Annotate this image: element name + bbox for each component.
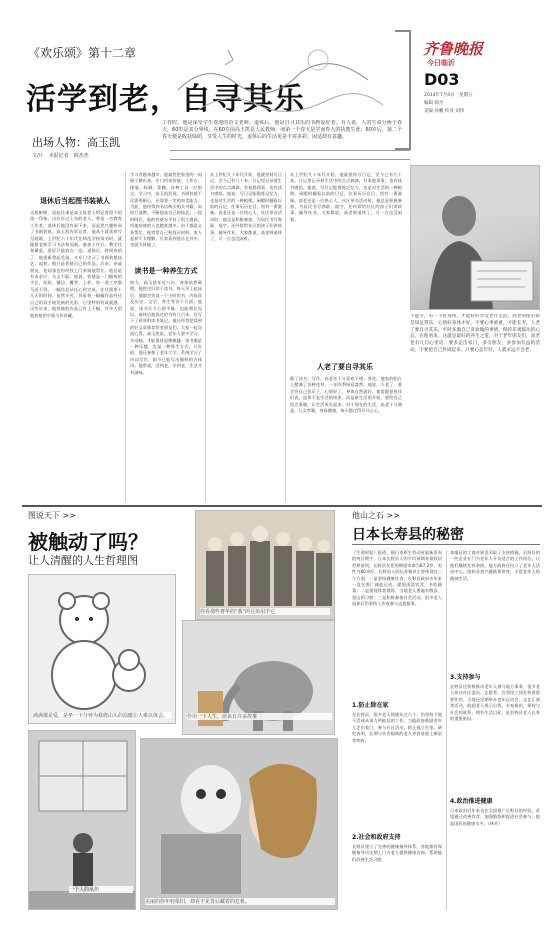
portrait-photo bbox=[410, 165, 540, 310]
article-column: 《生命时报》报道，据日本厚生劳动省最新发布的统计数字，日本长野县人的平均预期寿命跃居世界前列，长野县女性的期望寿命为87.2岁，男性为80.9岁。长野县人的长寿秘诀主要体现在三个方面：一是坚持健康饮食，长野县政府多年来一直在推广减盐运动，提倡清淡饮食，多吃蔬菜；二是重视体育锻炼，当地老人普遍有散步、登山的习惯；三是积极参加社会活动，很多老人退休后仍坚持工作或参与志愿服务。 bbox=[352, 550, 442, 607]
article-column: 日本政府近年来也在全国推广长野县的经验，希望通过改善饮食、加强锻炼和促进社会参与，提高国民的健康水平。（林芳） bbox=[450, 808, 540, 826]
right-title: 日本长寿县的秘密 bbox=[352, 527, 464, 543]
article-column: 文质彬彬，说起往事是高玉凯老人给记者留下的第一印象。这位年过七旬的老人，曾是一名教育工作者，退休后他没有闲下来，而是把兴趣转向了书画装裱。高玉凯告诉记者，他从小就喜欢写写画画，上世纪六十年代在师范学校读书时，就跟着老师学习书法和国画。参加工作后，教学任务繁重，爱好只能放在一边。退休后，时间充裕了，他重新拿起毛笔，又专门学习了书画装裱技艺。起初，他只是装裱自己的作品，后来，亲戚朋友、老同事也纷纷找上门来请他帮忙。他总是有求必应，分文不取。他说，装裱是一门细致的手艺，托纸、镶边、覆背、上杆，每一道工序都马虎不得。一幅作品从托心到完成，往往需要十几天的时间。虽然辛苦，但看着一幅幅作品经过自己的双手焕发新的光彩，心里特别有成就感。这些年来，他装裱的作品已有上千幅，许多人把他装裱的字画当作珍藏。 bbox=[30, 210, 122, 318]
left-subtitle: 让人清醒的人生哲理图 bbox=[28, 554, 138, 567]
image-caption: 一个人的承担 bbox=[69, 886, 133, 893]
section-heading: 读书是一种养生方式 bbox=[134, 267, 198, 275]
date-line: 2014年7月4日 星期五 bbox=[424, 93, 473, 98]
illustration-window bbox=[28, 730, 136, 910]
column-rule bbox=[446, 550, 447, 910]
image-caption: 美丽的你年轻依旧，却看不见背后藏着的危机。 bbox=[145, 898, 335, 905]
ink-painting-image bbox=[168, 30, 393, 125]
section-heading: 人老了要自寻其乐 bbox=[317, 363, 373, 371]
section-heading: 4.政治推进健康 bbox=[450, 798, 493, 805]
left-title: 被触动了吗？ bbox=[28, 530, 148, 554]
image-caption: 你看那些奢华的“我”的兄弟用手它 bbox=[200, 608, 330, 615]
person-label: 出场人物：高玉凯 bbox=[32, 136, 120, 149]
article-column: 效地区的工商业界也采取了支持措施。长野县的一些企业专门为老年人开设适合的工作岗位，让他们继续发挥余热。地方政府还设立了老年人活动中心，组织各类兴趣班和讲座，丰富老年人的精神生活。 bbox=[450, 550, 540, 581]
section-heading: 2.社会和政府支持 bbox=[352, 834, 401, 841]
article-column: 长野县还积极推动老年人参与地方事务，很多老人担任社区委员、志愿者，在邻里之间发挥着重要作用。当地还定期举办老年运动会、文艺汇演等活动，鼓励老人展示自我。专家指出，保持与社会的联系、拥有生活目标，是长野县老人长寿的重要原因。 bbox=[450, 684, 540, 722]
masthead-logo: 齐鲁晚报 bbox=[423, 40, 484, 58]
illustration-elephant bbox=[182, 620, 335, 735]
section-tag: 图说天下 >> bbox=[28, 511, 76, 520]
image-caption: 作用一下人生，应该有许多故事 bbox=[187, 713, 332, 720]
illustration-mirror bbox=[140, 738, 338, 910]
column-rule bbox=[285, 172, 286, 502]
article-column: 从上世纪九十年代开始，他就坚持写日记，至今已有几十本。日记里记录着生活中的点点滴滴，有家庭琐事，也有读书感悟。他说，写日记能锻炼记忆力，也是对生活的一种梳理。闲暇时翻看以前的日记，往事历历在目，别有一番滋味。高老还是一位热心人，社区举办活动时，他总是积极参加，为居民书写春联、福字，还经常给社区的孩子们讲故事，辅导作业。大家都说，高老师退休了，可一点也没闲着。 bbox=[290, 172, 402, 222]
section-heading: 退休后当起图书装裱人 bbox=[40, 197, 110, 205]
page-headline: 活学到老，自寻其乐 bbox=[26, 82, 305, 117]
section-tag: 他山之石 >> bbox=[352, 511, 400, 520]
section-heading: 1.防止除在家 bbox=[352, 702, 389, 709]
section-heading: 3.支持参与 bbox=[450, 674, 481, 681]
editor-line: 编辑 韩杰 bbox=[424, 101, 444, 106]
design-line: 美编 孙鹏 校对 刘伟 bbox=[424, 109, 465, 114]
article-column: 学习者越来越多，他索性把家里的一间屋子腾出来，专门用来装裱。工作台、排笔、棕刷、浆糊，各种工具一应俱全。学习中，高玉凯发现，书画装裱不仅需要耐心，还需要一定的审美能力。为此，他经常到书店购买相关书籍，向同行请教，不断提高自己的技艺。一段时间后，他的装裱水平有了很大提高，找他装裱的人也越来越多。由于都是义务帮忙，他常常自己贴钱买材料。家人起初不太理解，后来看到他乐在其中，也就支持他了。 bbox=[130, 172, 202, 248]
byline: 文/片 本报记者 韩杰杰 bbox=[32, 153, 89, 159]
article-column: 从上世纪九十年代开始，他就坚持写日记，至今已有几十本。日记里记录着生活中的点点滴滴，有家庭琐事，也有读书感悟。他说，写日记能锻炼记忆力，也是对生活的一种梳理。闲暇时翻看以前的日记，往事历历在目，别有一番滋味。高老还是一位热心人，社区举办活动时，他总是积极参加，为居民书写春联、福字，还经常给社区的孩子们讲故事，辅导作业。大家都说，高老师退休了，可一点也没闲着。 bbox=[210, 172, 282, 242]
article-column: 如今，高玉凯年近八旬，身体依然硬朗，他把这归功于读书。每天早上起床后，他都会先读一个小时的书，内容涉及历史、文学、养生等各个方面。他说，读书让人心情平静，也能增长见识。退休后他读过的书有几百本，还写下了厚厚的读书笔记。他还经常把读到的好文章推荐给老朋友们，大家一起交流心得。高玉凯说，老年人要多学习，多动脑，才能保持思维敏捷。读书既是一种乐趣，也是一种养生方式。几年前，他还参加了老年大学，系统学习了诗词写作，如今已能写出像样的古体诗。他常说，活到老，学到老，生活才有滋味。 bbox=[130, 280, 202, 375]
article-column: 不能少，有一个好身体，才能好好享受老年生活。高老的座右铭是知足常乐，心情好身体才好，不要心事重重，才能长寿。人老了要自寻其乐，平时多做自己喜欢做的事情，保持乐观豁达的心态，在他看来，这就是最好的养生之道。对于老年朋友们，高老也有几句心里话：要多走出家门，多交朋友，多参加有益的活动，不要把自己封闭起来。只要心态年轻，人就永远不会老。 bbox=[410, 314, 540, 353]
illustration-family bbox=[195, 510, 335, 620]
article-column: 长野县建立了完善的健康指导体系，各地都有保健指导员定期上门为老人提供健康咨询，帮助他们改善生活习惯。 bbox=[352, 844, 442, 862]
article-column: 在长野县，很多老人即使年过八十，仍坚持下地干活或从事力所能及的工作。当地政府鼓励老年人走出家门，参与社区活动，防止孤立在家。研究表明，长期与社会隔离的老人更容易患上痴呆等疾病。 bbox=[352, 712, 442, 743]
image-caption: 满满都是爱，是坐一下分钟为我爬山头的温暖让人难以体会。 bbox=[33, 712, 171, 719]
section-divider bbox=[22, 505, 542, 507]
masthead-sub: 今日临沂 bbox=[427, 59, 455, 67]
column-rule bbox=[125, 172, 126, 502]
page-number: D03 bbox=[424, 70, 460, 89]
intro-paragraph: 工作时，他是深受学生欢迎的语文老师；退休后，他是自寻其乐的书画爱好者。有人说，人的生命分两个春天，60岁是其分界线。在60岁前高玉凯是人民教师，而第一个春天是学而育人的执教生涯；60岁后，第二个春天便是收获绿荫，享受人生的时光，退休后的生活更是丰富多彩，闲适却有意趣。 bbox=[162, 120, 402, 141]
series-label: 《欢乐颂》第十二章 bbox=[28, 46, 137, 60]
illustration-bear bbox=[28, 574, 176, 724]
right-title-rule bbox=[352, 544, 540, 545]
article-column: 除了读书、写作，高老还十分喜欢下棋、养花。他家的阳台上摆满了各种花草，一年四季绿意盎然。他说，人老了，要学会自己找乐子，心情好了，身体自然就好。他常跟老伙伴们说，退休不是生活的结束，而是新生活的开始，要给自己找点事做，让生活充实起来。对于现在的生活，高老十分满意，儿女孝顺，身体健康，每天都过得开开心心。 bbox=[290, 376, 402, 414]
column-rule bbox=[205, 172, 206, 502]
